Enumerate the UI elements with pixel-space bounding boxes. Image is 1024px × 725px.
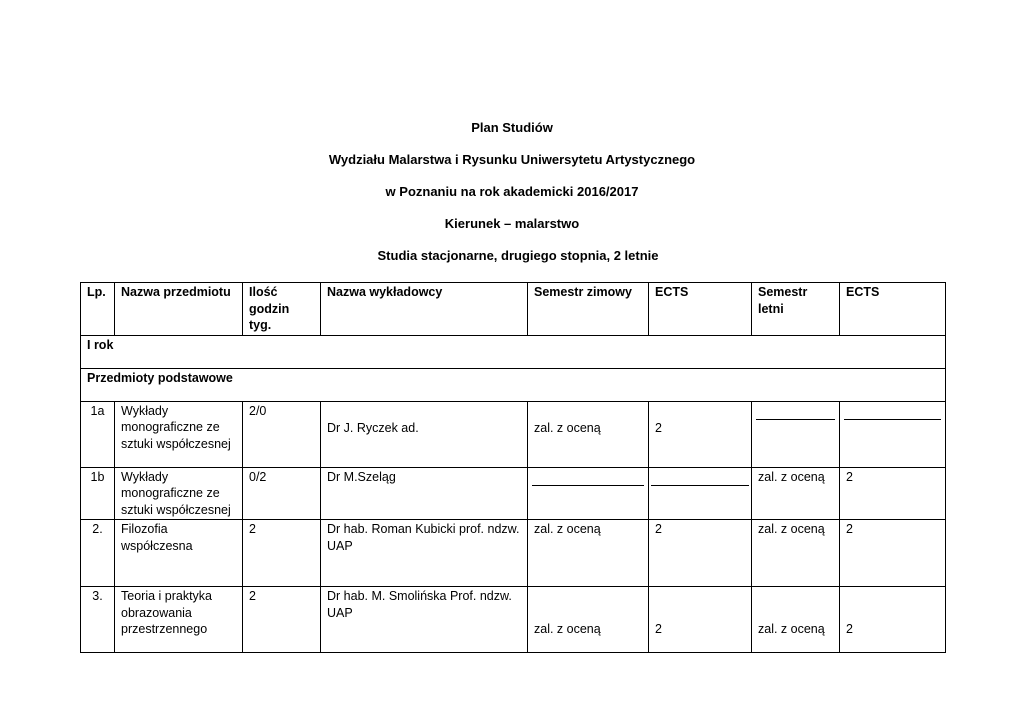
- cell-lecturer: Dr hab. Roman Kubicki prof. ndzw. UAP: [321, 520, 528, 587]
- cell-lp: 2.: [81, 520, 115, 587]
- cell-hours: 2: [243, 520, 321, 587]
- cell-winter-blank: [528, 467, 649, 520]
- winter-text: zal. z oceną: [534, 420, 601, 435]
- title-plan: Plan Studiów: [471, 120, 553, 135]
- cell-summer: [752, 587, 840, 653]
- header-lp: Lp.: [81, 283, 115, 336]
- title-study-mode: Studia stacjonarne, drugiego stopnia, 2 letnie: [377, 248, 659, 263]
- header-hours: Ilość godzin tyg.: [243, 283, 321, 336]
- header-lecturer: Nazwa wykładowcy: [321, 283, 528, 336]
- cell-hours: 2: [243, 587, 321, 653]
- header-winter-semester: Semestr zimowy: [528, 283, 649, 336]
- cell-lp: 3.: [81, 587, 115, 653]
- cell-summer: zal. z oceną: [752, 520, 840, 587]
- cell-subject: Wykłady monograficzne ze sztuki współczesnej: [115, 467, 243, 520]
- cell-hours: 0/2: [243, 467, 321, 520]
- cell-winter: zal. z oceną: [528, 520, 649, 587]
- cell-summer-ects: [840, 587, 946, 653]
- winter-text: zal. z oceną: [534, 622, 601, 636]
- cell-lp: 1a: [81, 401, 115, 467]
- year-row: [81, 335, 946, 368]
- table-row: [81, 467, 946, 520]
- table-row: [81, 520, 946, 587]
- cell-subject: Filozofia współczesna: [115, 520, 243, 587]
- cell-summer-ects-blank: [840, 401, 946, 467]
- table-header-row: [81, 283, 946, 336]
- summer-text: zal. z oceną: [758, 622, 825, 636]
- cell-winter: [528, 401, 649, 467]
- cell-winter-ects: [649, 401, 752, 467]
- cell-lecturer: Dr hab. M. Smolińska Prof. ndzw. UAP: [321, 587, 528, 653]
- blank-line: [756, 419, 835, 420]
- summer-ects-text: 2: [846, 622, 853, 636]
- blank-line: [532, 485, 644, 486]
- cell-lecturer: Dr M.Szeląg: [321, 467, 528, 520]
- cell-winter-ects-blank: [649, 467, 752, 520]
- blank-line: [844, 419, 941, 420]
- section-row: [81, 368, 946, 401]
- title-field-of-study: Kierunek – malarstwo: [444, 216, 580, 231]
- lecturer-text: Dr J. Ryczek ad.: [327, 420, 419, 435]
- cell-winter: [528, 587, 649, 653]
- header-summer-semester: Semestr letni: [752, 283, 840, 336]
- cell-winter-ects: [649, 587, 752, 653]
- table-row: [81, 587, 946, 653]
- cell-subject: Teoria i praktyka obrazowania przestrzennego: [115, 587, 243, 653]
- cell-summer: zal. z oceną: [752, 467, 840, 520]
- study-plan-table: [80, 282, 946, 653]
- header-summer-ects: ECTS: [840, 283, 946, 336]
- cell-subject: Wykłady monograficzne ze sztuki współczesnej: [115, 401, 243, 467]
- cell-lp: 1b: [81, 467, 115, 520]
- cell-winter-ects: 2: [649, 520, 752, 587]
- cell-summer-ects: 2: [840, 467, 946, 520]
- title-faculty: Wydziału Malarstwa i Rysunku Uniwersytetu Artystycznego: [328, 152, 696, 167]
- blank-line: [651, 485, 749, 486]
- cell-summer-ects: 2: [840, 520, 946, 587]
- table-row: [81, 401, 946, 467]
- title-academic-year: w Poznaniu na rok akademicki 2016/2017: [385, 184, 639, 199]
- cell-summer-blank: [752, 401, 840, 467]
- cell-lecturer: [321, 401, 528, 467]
- cell-hours: 2/0: [243, 401, 321, 467]
- header-winter-ects: ECTS: [649, 283, 752, 336]
- winter-ects-text: 2: [655, 420, 662, 435]
- winter-ects-text: 2: [655, 622, 662, 636]
- document-title: [0, 118, 1024, 278]
- header-subject: Nazwa przedmiotu: [115, 283, 243, 336]
- section-label: Przedmioty podstawowe: [81, 368, 946, 401]
- year-label: I rok: [81, 335, 946, 368]
